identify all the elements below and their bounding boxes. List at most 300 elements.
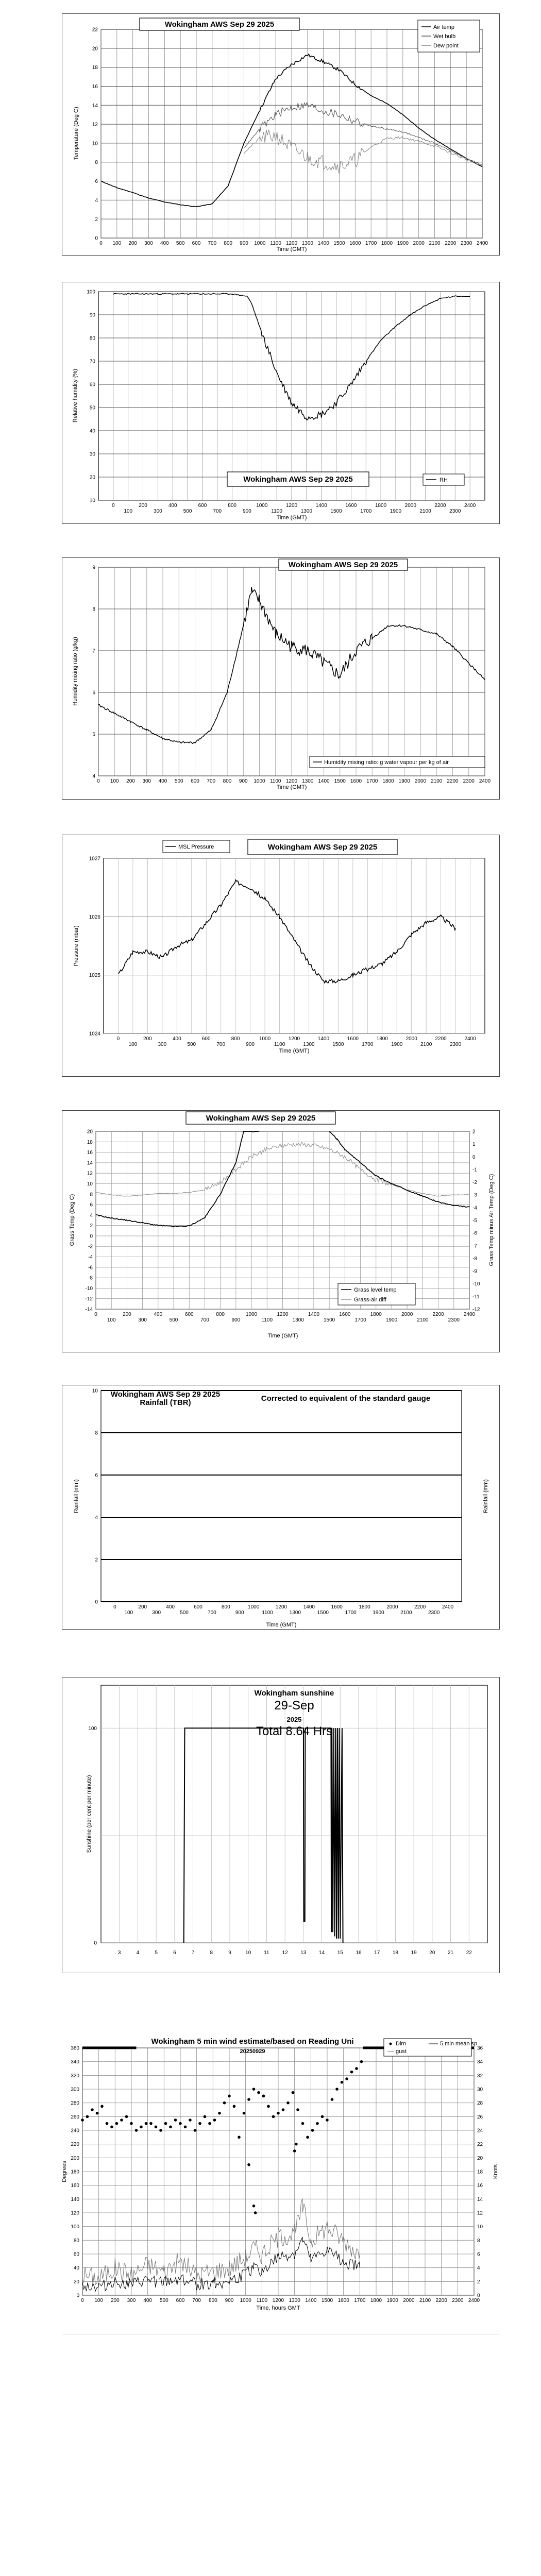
x-tick-label: 700 <box>216 1042 226 1047</box>
x-tick-label: 2300 <box>449 509 461 514</box>
x-tick-label: 1500 <box>333 241 345 246</box>
x-tick-label: 2100 <box>420 1042 432 1047</box>
x-tick-label: 2300 <box>461 241 472 246</box>
x-tick-label: 900 <box>225 2298 234 2303</box>
x-tick-label: 2200 <box>435 2298 447 2303</box>
y-right-tick-label: 8 <box>477 2238 480 2244</box>
x-tick-label: 2000 <box>413 241 425 246</box>
direction-point <box>243 2112 246 2115</box>
y-tick-label: -10 <box>85 1285 93 1292</box>
chart-title: Wokingham AWS Sep 29 2025 <box>110 1390 221 1399</box>
y-tick-label: 0 <box>95 235 98 242</box>
y-right-tick-label: -11 <box>472 1294 480 1300</box>
chart-title: Wokingham 5 min wind estimate/based on Reading Uni <box>151 2037 354 2046</box>
x-tick-label: 0 <box>97 778 100 784</box>
y-tick-label: 2 <box>90 1223 93 1229</box>
x-tick-label: 2100 <box>431 778 443 784</box>
y-tick-label: 70 <box>89 359 95 365</box>
chart-title: Wokingham AWS Sep 29 2025 <box>267 843 378 852</box>
direction-point <box>110 2126 113 2129</box>
direction-point <box>267 2105 270 2108</box>
y-axis-label: Relative humidity (%) <box>72 369 78 422</box>
x-tick-label: 1000 <box>245 1312 258 1317</box>
x-tick-label: 700 <box>208 241 217 246</box>
x-tick-label: 2100 <box>429 241 441 246</box>
x-tick-label: 400 <box>160 241 169 246</box>
direction-point <box>286 2102 290 2105</box>
y-tick-label: -8 <box>88 1275 93 1281</box>
y-tick-label: 10 <box>92 141 98 147</box>
y-tick-label: 4 <box>95 197 98 204</box>
x-tick-label: 700 <box>208 1610 216 1616</box>
x-tick-label: 2300 <box>452 2298 464 2303</box>
y-tick-label: 60 <box>89 382 95 388</box>
x-tick-label: 300 <box>154 509 162 514</box>
y-tick-label: 18 <box>87 1139 93 1145</box>
x-tick-label: 1800 <box>382 778 394 784</box>
legend-label: Grass level temp <box>354 1287 397 1293</box>
y-tick-label: 12 <box>92 122 98 128</box>
x-tick-label: 1300 <box>289 1610 301 1616</box>
plot-area <box>101 1685 487 1943</box>
y-tick-label: 0 <box>90 1233 93 1240</box>
direction-point <box>174 2119 177 2122</box>
x-tick-label: 0 <box>116 1036 120 1042</box>
x-tick-label: 1600 <box>350 778 362 784</box>
y-right-tick-label: 4 <box>477 2265 480 2272</box>
direction-point <box>149 2122 153 2125</box>
y-tick-label: 6 <box>95 179 98 185</box>
y-right-tick-label: 0 <box>477 2293 480 2299</box>
x-tick-label: 600 <box>192 241 201 246</box>
x-axis-label: Time (GMT) <box>267 1333 298 1339</box>
x-tick-label: 500 <box>176 241 185 246</box>
y-tick-label: 20 <box>73 2279 79 2285</box>
x-tick-label: 1500 <box>324 1317 335 1323</box>
x-tick-label: 1900 <box>397 241 409 246</box>
x-tick-label: 800 <box>216 1312 225 1317</box>
direction-point <box>164 2122 167 2125</box>
y-tick-label: 10 <box>92 1388 98 1394</box>
x-tick-label: 1600 <box>345 503 357 509</box>
x-tick-label: 6 <box>173 1950 176 1956</box>
y-axis-label: Pressure (mbar) <box>73 925 79 967</box>
direction-point <box>218 2112 221 2115</box>
x-tick-label: 9 <box>228 1950 231 1956</box>
y-tick-label: 20 <box>89 474 95 481</box>
x-tick-label: 1000 <box>240 2298 251 2303</box>
x-tick-label: 13 <box>300 1950 307 1956</box>
chart-subtitle: Rainfall (TBR) <box>140 1398 191 1407</box>
x-tick-label: 8 <box>210 1950 213 1956</box>
y-right-tick-label: -6 <box>472 1230 477 1236</box>
x-tick-label: 100 <box>112 241 122 246</box>
x-tick-label: 1000 <box>259 1036 271 1042</box>
x-tick-label: 300 <box>138 1317 147 1323</box>
x-tick-label: 2300 <box>448 1317 460 1323</box>
x-tick-label: 500 <box>180 1610 189 1616</box>
x-tick-label: 1000 <box>253 778 265 784</box>
x-tick-label: 1700 <box>345 1610 357 1616</box>
x-tick-label: 1000 <box>248 1604 260 1610</box>
x-tick-label: 2100 <box>417 1317 429 1323</box>
calm-direction-band <box>82 2046 137 2049</box>
x-tick-label: 2200 <box>434 503 446 509</box>
x-tick-label: 2200 <box>447 778 459 784</box>
x-tick-label: 200 <box>128 241 138 246</box>
x-tick-label: 2000 <box>405 1036 417 1042</box>
x-tick-label: 10 <box>245 1950 251 1956</box>
x-tick-label: 22 <box>466 1950 472 1956</box>
y-tick-label: 40 <box>73 2265 79 2272</box>
y-right-tick-label: 18 <box>477 2169 483 2175</box>
rainfall-chart <box>62 1385 500 1630</box>
y-tick-label: 0 <box>76 2293 79 2299</box>
y-right-tick-label: 12 <box>477 2210 483 2216</box>
direction-point <box>213 2119 216 2122</box>
y-axis-label-right: Grass Temp minus Air Temp (Deg C) <box>488 1174 495 1266</box>
x-tick-label: 1200 <box>275 1604 288 1610</box>
legend-label: RH <box>439 477 448 483</box>
y-tick-label: 160 <box>71 2183 79 2189</box>
x-tick-label: 300 <box>158 1042 167 1047</box>
y-right-tick-label: -9 <box>472 1268 477 1275</box>
x-tick-label: 600 <box>201 1036 211 1042</box>
x-tick-label: 16 <box>356 1950 362 1956</box>
y-tick-label: 1025 <box>89 973 100 979</box>
direction-point <box>262 2095 265 2098</box>
x-tick-label: 1600 <box>339 1312 351 1317</box>
x-tick-label: 800 <box>228 503 236 509</box>
y-right-tick-label: 28 <box>477 2100 483 2107</box>
x-tick-label: 2100 <box>419 509 431 514</box>
y-tick-label: 320 <box>71 2073 79 2079</box>
x-tick-label: 1800 <box>370 2298 382 2303</box>
legend-label: Dirn <box>396 2041 407 2047</box>
x-tick-label: 2300 <box>428 1610 440 1616</box>
y-tick-label: 20 <box>87 1129 93 1135</box>
direction-point <box>247 2163 250 2166</box>
direction-point <box>194 2129 197 2132</box>
x-tick-label: 300 <box>142 778 151 784</box>
direction-point <box>326 2119 329 2122</box>
x-tick-label: 2200 <box>432 1312 444 1317</box>
mixing-chart-panel <box>62 557 500 800</box>
direction-point <box>86 2115 89 2119</box>
y-tick-label: 16 <box>92 83 98 90</box>
direction-point <box>292 2091 295 2094</box>
direction-point <box>208 2122 211 2125</box>
y-tick-label: 100 <box>88 1725 97 1732</box>
x-tick-label: 1300 <box>303 1042 315 1047</box>
x-tick-label: 2200 <box>435 1036 447 1042</box>
y-tick-label: 9 <box>92 565 95 571</box>
y-right-tick-label: 2 <box>477 2279 480 2285</box>
y-right-tick-label: 26 <box>477 2114 483 2120</box>
chart-title: Wokingham AWS Sep 29 2025 <box>164 20 275 29</box>
x-tick-label: 1300 <box>300 509 312 514</box>
x-tick-label: 1100 <box>270 241 281 246</box>
x-tick-label: 700 <box>207 778 216 784</box>
y-axis-label-right: Knots <box>493 2164 499 2179</box>
y-axis-label-right: Rainfall (mm) <box>483 1479 489 1513</box>
x-tick-label: 1400 <box>315 503 327 509</box>
y-tick-label: 10 <box>87 1181 93 1187</box>
y-right-tick-label: -7 <box>472 1243 477 1249</box>
temperature-chart <box>62 14 500 256</box>
x-tick-label: 14 <box>319 1950 325 1956</box>
direction-point <box>179 2122 182 2125</box>
direction-point <box>223 2102 226 2105</box>
direction-point <box>257 2091 260 2094</box>
y-tick-label: 4 <box>90 1212 93 1218</box>
x-tick-label: 200 <box>126 778 135 784</box>
y-tick-label: 120 <box>71 2210 79 2216</box>
x-tick-label: 1600 <box>347 1036 359 1042</box>
y-tick-label: 300 <box>71 2087 79 2093</box>
x-axis-label: Time (GMT) <box>279 1048 310 1054</box>
y-tick-label: 8 <box>92 606 95 613</box>
chart-date: 29-Sep <box>274 1699 314 1713</box>
y-right-tick-label: 10 <box>477 2224 483 2230</box>
x-tick-label: 200 <box>110 2298 120 2303</box>
y-tick-label: 8 <box>95 160 98 166</box>
x-tick-label: 800 <box>223 778 232 784</box>
y-tick-label: 1024 <box>89 1031 100 1037</box>
x-tick-label: 1500 <box>330 509 342 514</box>
x-tick-label: 0 <box>113 1604 116 1610</box>
direction-point <box>254 2211 257 2214</box>
x-tick-label: 1900 <box>398 778 410 784</box>
humidity-chart <box>62 282 500 524</box>
x-tick-label: 17 <box>374 1950 380 1956</box>
x-tick-label: 400 <box>166 1604 175 1610</box>
x-tick-label: 100 <box>128 1042 138 1047</box>
x-tick-label: 2000 <box>403 2298 415 2303</box>
y-axis-label: Temperature (Deg C) <box>73 107 79 160</box>
x-tick-label: 1500 <box>317 1610 329 1616</box>
direction-point <box>316 2122 319 2125</box>
x-tick-label: 1200 <box>277 1312 289 1317</box>
direction-point <box>140 2126 143 2129</box>
direction-point <box>306 2136 309 2139</box>
x-tick-label: 100 <box>124 509 133 514</box>
x-tick-label: 1400 <box>305 2298 317 2303</box>
x-tick-label: 7 <box>191 1950 195 1956</box>
x-tick-label: 600 <box>191 778 199 784</box>
direction-point <box>252 2088 256 2091</box>
y-tick-label: 100 <box>87 289 95 295</box>
direction-point <box>238 2136 241 2139</box>
y-tick-label: 0 <box>95 1599 98 1605</box>
y-tick-label: 4 <box>95 1515 98 1521</box>
x-tick-label: 3 <box>117 1950 121 1956</box>
wind-chart-panel <box>62 2038 500 2316</box>
chart-date: 20250929 <box>240 2048 265 2055</box>
y-right-tick-label: -3 <box>472 1192 477 1198</box>
y-axis-label: Humidity mixing ratio (g/kg) <box>72 637 78 706</box>
y-tick-label: 2 <box>95 1557 98 1563</box>
direction-point <box>81 2119 84 2122</box>
chart-title: Wokingham AWS Sep 29 2025 <box>243 475 353 484</box>
x-tick-label: 2200 <box>445 241 457 246</box>
y-tick-label: 90 <box>89 312 95 318</box>
y-tick-label: 1027 <box>89 856 100 862</box>
x-tick-label: 700 <box>213 509 222 514</box>
x-tick-label: 200 <box>143 1036 152 1042</box>
x-tick-label: 400 <box>172 1036 181 1042</box>
chart-title: Wokingham AWS Sep 29 2025 <box>288 561 398 569</box>
rainfall-chart-panel <box>62 1385 500 1630</box>
y-right-tick-label: 32 <box>477 2073 483 2079</box>
y-tick-label: -14 <box>85 1307 93 1313</box>
chart-title: Wokingham sunshine <box>254 1689 334 1698</box>
y-right-tick-label: 20 <box>477 2155 483 2161</box>
y-right-tick-label: -5 <box>472 1218 477 1224</box>
x-tick-label: 800 <box>231 1036 240 1042</box>
direction-point <box>106 2122 109 2125</box>
y-tick-label: 18 <box>92 65 98 71</box>
y-tick-label: 6 <box>95 1472 98 1479</box>
direction-point <box>331 2098 334 2101</box>
y-tick-label: -6 <box>88 1265 93 1271</box>
direction-point <box>184 2126 187 2129</box>
y-tick-label: 40 <box>89 428 95 434</box>
direction-point <box>282 2108 285 2111</box>
y-tick-label: 140 <box>71 2196 79 2202</box>
x-tick-label: 2100 <box>419 2298 431 2303</box>
y-tick-label: 260 <box>71 2114 79 2120</box>
x-tick-label: 800 <box>224 241 233 246</box>
y-tick-label: 340 <box>71 2059 79 2065</box>
x-tick-label: 2000 <box>386 1604 398 1610</box>
legend-label: Humidity mixing ratio: g water vapour per kg of air <box>324 759 449 766</box>
y-tick-label: 80 <box>73 2238 79 2244</box>
y-tick-label: 2 <box>95 216 98 223</box>
x-tick-label: 600 <box>176 2298 185 2303</box>
direction-point <box>345 2077 348 2080</box>
y-tick-label: 80 <box>89 335 95 342</box>
y-tick-label: 14 <box>87 1160 93 1166</box>
x-axis-label: Time, hours GMT <box>256 2305 300 2311</box>
y-tick-label: 16 <box>87 1150 93 1156</box>
y-tick-label: -4 <box>88 1255 93 1261</box>
x-tick-label: 1500 <box>332 1042 344 1047</box>
x-tick-label: 1900 <box>390 509 402 514</box>
x-tick-label: 1100 <box>271 509 282 514</box>
x-tick-label: 1700 <box>365 241 377 246</box>
y-tick-label: 22 <box>92 27 98 33</box>
x-tick-label: 1400 <box>308 1312 320 1317</box>
chart-total: Total 8.64 Hrs <box>256 1724 333 1738</box>
x-tick-label: 1300 <box>289 2298 300 2303</box>
x-tick-label: 500 <box>174 778 183 784</box>
x-tick-label: 2000 <box>404 503 416 509</box>
x-tick-label: 500 <box>187 1042 196 1047</box>
x-tick-label: 2400 <box>463 1312 476 1317</box>
x-tick-label: 1100 <box>261 1317 273 1323</box>
x-tick-label: 500 <box>169 1317 178 1323</box>
legend-swatch <box>390 2043 392 2045</box>
x-tick-label: 600 <box>198 503 207 509</box>
x-tick-label: 400 <box>143 2298 153 2303</box>
direction-point <box>120 2119 123 2122</box>
x-tick-label: 1000 <box>254 241 266 246</box>
x-tick-label: 2300 <box>449 1042 462 1047</box>
y-tick-label: 280 <box>71 2100 79 2107</box>
x-tick-label: 1900 <box>385 1317 398 1323</box>
direction-point <box>295 2143 298 2146</box>
legend-label: Grass-air diff <box>354 1297 386 1303</box>
chart-note: Corrected to equivalent of the standard gauge <box>261 1394 431 1403</box>
x-tick-label: 1400 <box>318 778 330 784</box>
x-tick-label: 500 <box>159 2298 168 2303</box>
x-tick-label: 100 <box>124 1610 133 1616</box>
wind-chart <box>62 2038 500 2316</box>
x-tick-label: 2000 <box>401 1312 413 1317</box>
x-tick-label: 1500 <box>334 778 346 784</box>
direction-point <box>228 2095 231 2098</box>
grass-chart <box>62 1111 500 1353</box>
direction-point <box>91 2108 94 2111</box>
direction-point <box>341 2081 344 2084</box>
x-tick-label: 2200 <box>414 1604 426 1610</box>
direction-point <box>135 2129 138 2132</box>
y-right-tick-label: 34 <box>477 2059 483 2065</box>
direction-point <box>272 2115 275 2119</box>
x-tick-label: 1200 <box>285 778 298 784</box>
x-tick-label: 1400 <box>303 1604 315 1610</box>
x-tick-label: 11 <box>264 1950 269 1956</box>
temperature-chart-panel <box>62 13 500 256</box>
x-tick-label: 1900 <box>386 2298 398 2303</box>
y-tick-label: 100 <box>71 2224 79 2230</box>
humidity-chart-panel <box>62 282 500 524</box>
x-tick-label: 100 <box>94 2298 104 2303</box>
x-tick-label: 1800 <box>375 503 387 509</box>
x-tick-label: 2300 <box>463 778 475 784</box>
x-tick-label: 1400 <box>317 241 329 246</box>
direction-point <box>204 2115 207 2119</box>
x-tick-label: 18 <box>392 1950 398 1956</box>
legend-label: Air temp <box>433 24 454 30</box>
x-tick-label: 1300 <box>301 241 313 246</box>
y-tick-label: -2 <box>88 1244 93 1250</box>
y-right-tick-label: 6 <box>477 2251 480 2258</box>
x-tick-label: 800 <box>221 1604 230 1610</box>
y-right-tick-label: -4 <box>472 1205 477 1211</box>
x-tick-label: 300 <box>144 241 153 246</box>
grass-chart-panel <box>62 1110 500 1352</box>
x-tick-label: 20 <box>429 1950 435 1956</box>
x-axis-label: Time (GMT) <box>266 1622 297 1628</box>
x-tick-label: 400 <box>154 1312 163 1317</box>
x-tick-label: 1600 <box>337 2298 349 2303</box>
y-tick-label: 10 <box>89 498 95 504</box>
y-tick-label: 7 <box>92 648 95 654</box>
x-tick-label: 4 <box>136 1950 140 1956</box>
y-tick-label: 0 <box>94 1940 97 1946</box>
x-tick-label: 1900 <box>391 1042 403 1047</box>
direction-point <box>189 2119 192 2122</box>
x-tick-label: 700 <box>192 2298 201 2303</box>
x-tick-label: 2100 <box>400 1610 412 1616</box>
x-axis-label: Time (GMT) <box>276 246 307 252</box>
x-axis-label: Time (GMT) <box>276 784 307 790</box>
x-tick-label: 1600 <box>331 1604 343 1610</box>
x-tick-label: 200 <box>123 1312 131 1317</box>
plot-area <box>101 1391 462 1602</box>
